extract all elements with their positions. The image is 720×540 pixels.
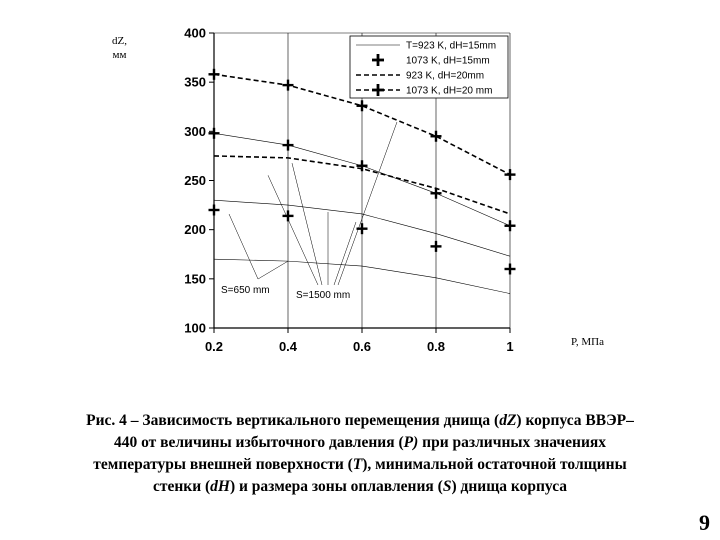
caption-text: ) корпуса ВВЭР–	[516, 412, 634, 429]
caption-var-s: S	[442, 478, 452, 495]
y-tick-label: 350	[184, 74, 206, 90]
caption-text: стенки (	[152, 478, 211, 495]
caption-line-4	[30, 476, 690, 498]
y-tick-label: 200	[184, 222, 206, 238]
leader-line	[229, 214, 258, 279]
legend-label: T=923 K, dH=15mm	[406, 40, 497, 52]
caption-text: Рис. 4 – Зависимость вертикального перемещения днища (	[86, 412, 500, 429]
legend-label: 1073 K, dH=15mm	[406, 55, 490, 67]
caption-text: при различных значениях	[418, 434, 607, 451]
y-tick-label: 300	[184, 123, 206, 139]
x-tick-label: 0.4	[278, 339, 298, 354]
page-number: 9	[699, 510, 710, 535]
x-tick-label: 0.6	[352, 339, 372, 354]
leader-line	[258, 261, 288, 279]
y-axis-label	[112, 34, 127, 62]
caption-line-1	[30, 410, 690, 432]
caption-text: температуры внешней поверхности (	[93, 456, 353, 473]
caption-line-2	[30, 432, 690, 454]
y-axis-label-line1: dZ,	[112, 35, 127, 47]
caption-text: 440 от величины избыточного давления (	[113, 434, 404, 451]
legend-label: 1073 K, dH=20 mm	[406, 85, 493, 97]
x-tick-label: 0.8	[426, 339, 446, 354]
x-axis-label: P, МПа	[571, 336, 605, 348]
annotation-s1500: S=1500 mm	[296, 290, 351, 301]
caption-var-t: T	[352, 456, 363, 473]
y-tick-label: 150	[184, 271, 206, 287]
legend-label: 923 K, dH=20mm	[406, 70, 485, 82]
leader-line	[338, 122, 397, 285]
caption-var-dz: dZ	[499, 412, 517, 429]
y-tick-label: 100	[184, 320, 206, 336]
x-tick-label: 0.2	[204, 339, 224, 354]
annotation-labels	[221, 285, 350, 301]
annotation-leaders	[229, 122, 397, 285]
leader-line	[292, 163, 322, 285]
legend	[350, 36, 508, 98]
caption-text: ), минимальной остаточной толщины	[362, 456, 627, 473]
annotation-s650: S=650 mm	[221, 285, 270, 296]
y-tick-label: 400	[184, 25, 206, 41]
caption-line-3	[30, 454, 690, 476]
figure-caption	[30, 410, 690, 498]
caption-var-p: P)	[403, 434, 419, 451]
caption-var-dh: dH	[210, 478, 230, 495]
x-tick-label: 1	[506, 339, 514, 354]
caption-text: ) днища корпуса	[451, 478, 568, 495]
caption-text: ) и размера зоны оплавления (	[229, 478, 443, 495]
y-tick-label: 250	[184, 173, 206, 188]
y-axis-label-line2: мм	[112, 49, 127, 61]
leader-line	[334, 222, 356, 285]
